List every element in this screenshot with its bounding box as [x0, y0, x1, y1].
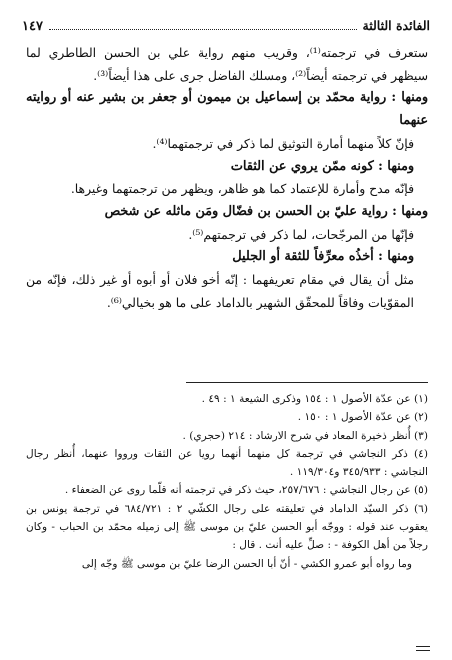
paragraph: فإنّها من المرجّحات، لما ذكر في ترجمتهم⁽⁵⁾.	[188, 226, 414, 242]
heading: ومنها : أخذُه معرِّفاً للثقة أو الجليل	[232, 249, 414, 265]
main-text	[26, 42, 428, 314]
footnote-continuation: وما رواه أبو عمرو الكشي - أنّ أبا الحسن الرضا عليّ بن موسى ﷺ وجّه إلى	[81, 557, 412, 570]
footnotes	[26, 390, 428, 573]
footnote: (٢) عن عدّة الأصول ١ : ١٥٠ .	[297, 411, 428, 424]
page-number: ١٤٧	[22, 19, 43, 34]
footnote-separator	[186, 382, 428, 383]
paragraph: مثل أن يقال في مقام تعريفهما : إنّه أخو فلان أو أبوه أو غير ذلك، فإنّه من المقوّيات وفاقاً للمحقّق الشهير بالداماد على ما هو بخيالي⁽⁶⁾.	[26, 272, 414, 310]
heading: ومنها : رواية عليّ بن الحسن بن فضّال ومَن ماثله عن شخص	[104, 203, 428, 219]
footnote: (٥) عن رجال النجاشي : ٢٥٧/٦٧٦، حيث ذكر في ترجمته أنه قلّما روى عن الضعفاء .	[64, 484, 428, 497]
footnote: (٤) ذكر النجاشي في ترجمة كل منهما أنهما رويا عن الثقات ورووا عنهما، أُنظر رجال النجاشي : ٣٤٥/٩٣٣ و١١٩/٣٠٤ .	[26, 447, 428, 479]
paragraph: ستعرف في ترجمته⁽¹⁾، وقريب منهم رواية علي بن الحسن الطاطري لما سيظهر في ترجمته أيضاً⁽²⁾، ومسلك الفاضل جرى على هذا أيضاً⁽³⁾.	[26, 45, 428, 83]
footnote: (٣) أُنظر ذخيرة المعاد في شرح الارشاد : ٢١٤ (حجري) .	[182, 429, 428, 442]
footnote: (٦) ذكر السيّد الداماد في تعليقته على رجال الكشّي ٢ : ٦٨٤/٧٢١ في ترجمة يونس بن يعقوب عند قوله : ووجّه أبو الحسن عليّ بن موسى ﷺ إلى زميله محمّد بن الحباب - وكان رجلاً من أهل الكوفة - : صلِّ عليه أنت . قال :	[26, 502, 428, 552]
dotted-leader	[49, 29, 357, 30]
paragraph: فإنّ كلاً منهما أمارة التوثيق لما ذكر في ترجمتهما⁽⁴⁾.	[152, 135, 414, 151]
heading: ومنها : كونه ممّن يروي عن الثقات	[230, 158, 414, 174]
running-header	[22, 18, 430, 34]
paragraph: فإنّه مدح وأمارة للإعتماد كما هو ظاهر، ويظهر من ترجمتهما وغيرها.	[70, 181, 414, 197]
section-title: الفائدة الثالثة	[362, 18, 430, 33]
footnote: (١) عن عدّة الأصول ١ : ١٥٤ وذكرى الشيعة ١ : ٤٩ .	[201, 393, 428, 405]
heading: ومنها : رواية محمّد بن إسماعيل بن ميمون أو جعفر بن بشير عنه أو روايته عنهما	[26, 90, 428, 129]
continuation-mark	[416, 646, 430, 651]
